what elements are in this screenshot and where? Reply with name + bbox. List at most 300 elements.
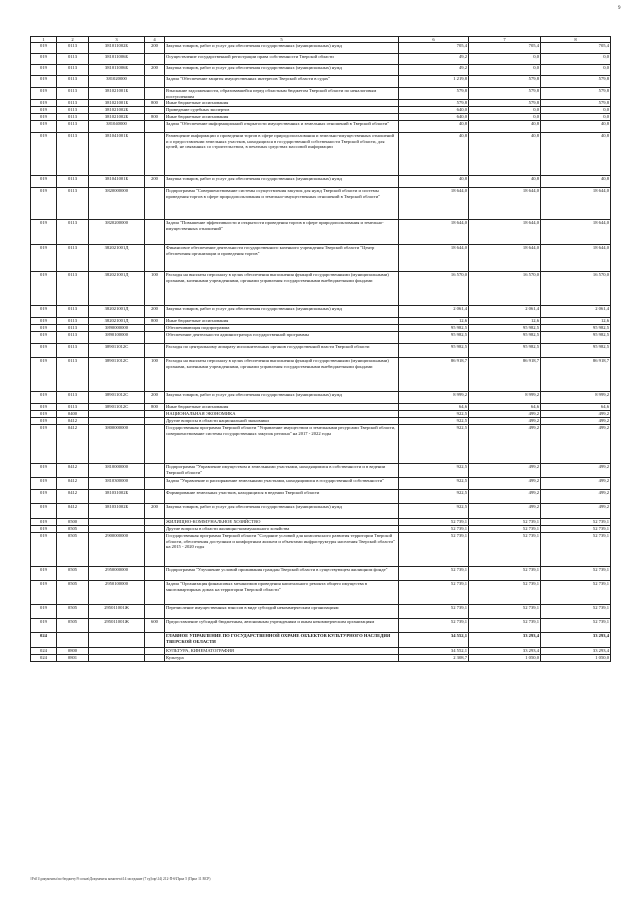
amount-cell: 52 739,1 bbox=[541, 533, 611, 567]
amount-cell: 33 293,4 bbox=[469, 648, 541, 655]
amount-cell: 34 552,1 bbox=[399, 648, 469, 655]
ministry-code-cell: 019 bbox=[31, 107, 57, 114]
section-code-cell: 0113 bbox=[57, 76, 89, 88]
expense-type-cell: 200 bbox=[145, 504, 165, 519]
expense-type-cell: 200 bbox=[145, 65, 165, 76]
ministry-code-cell: 019 bbox=[31, 133, 57, 176]
amount-cell: 86 918,7 bbox=[469, 358, 541, 392]
amount-cell: 40,8 bbox=[469, 176, 541, 188]
amount-cell: 49,2 bbox=[399, 54, 469, 65]
amount-cell: 33 293,4 bbox=[541, 648, 611, 655]
target-article-cell: 295011001Ж bbox=[89, 619, 145, 633]
col-header: 3 bbox=[89, 37, 145, 43]
ministry-code-cell: 019 bbox=[31, 220, 57, 245]
amount-cell: 922,5 bbox=[399, 411, 469, 418]
amount-cell: 52 739,1 bbox=[399, 581, 469, 605]
description-cell: Иные бюджетные ассигнования bbox=[165, 404, 399, 411]
target-article-cell: 389011012С bbox=[89, 358, 145, 392]
ministry-code-cell: 019 bbox=[31, 519, 57, 526]
amount-cell: 499,2 bbox=[469, 504, 541, 519]
amount-cell: 0,0 bbox=[469, 65, 541, 76]
table-row bbox=[31, 633, 611, 648]
section-code-cell: 0412 bbox=[57, 425, 89, 464]
description-cell: Иные бюджетные ассигнования bbox=[165, 114, 399, 121]
ministry-code-cell: 024 bbox=[31, 655, 57, 662]
section-code-cell: 0113 bbox=[57, 114, 89, 121]
amount-cell: 52 739,1 bbox=[399, 519, 469, 526]
expense-type-cell: 800 bbox=[145, 318, 165, 325]
expense-type-cell: 200 bbox=[145, 176, 165, 188]
amount-cell: 499,2 bbox=[469, 411, 541, 418]
col-header: 6 bbox=[399, 37, 469, 43]
description-cell: Государственная программа Тверской области "Создание условий для комплексного развития территории Тверской области, обеспечения доступным и комфортным жильем и объектами инфраструктуры населения Тверской области" на 2015 - 2020 годы bbox=[165, 533, 399, 567]
target-article-cell: 389011012С bbox=[89, 344, 145, 358]
amount-cell: 8 999,2 bbox=[399, 392, 469, 404]
description-cell: Задача "Обеспечение защиты имущественных интересов Тверской области в судах" bbox=[165, 76, 399, 88]
amount-cell: 705,4 bbox=[541, 43, 611, 54]
table-row bbox=[31, 404, 611, 411]
ministry-code-cell: 019 bbox=[31, 404, 57, 411]
amount-cell: 1 050,0 bbox=[541, 655, 611, 662]
section-code-cell: 0113 bbox=[57, 306, 89, 318]
amount-cell: 499,2 bbox=[469, 425, 541, 464]
expense-type-cell bbox=[145, 344, 165, 358]
target-article-cell: 381011006Б bbox=[89, 65, 145, 76]
amount-cell: 922,5 bbox=[399, 490, 469, 504]
section-code-cell: 0505 bbox=[57, 619, 89, 633]
amount-cell: 579,8 bbox=[541, 100, 611, 107]
description-cell: Закупка товаров, работ и услуг для обеспечения государственных (муниципальных) нужд bbox=[165, 504, 399, 519]
amount-cell: 52 739,1 bbox=[541, 605, 611, 619]
amount-cell: 18 644,0 bbox=[469, 245, 541, 272]
ministry-code-cell: 019 bbox=[31, 344, 57, 358]
amount-cell: 499,2 bbox=[541, 411, 611, 418]
amount-cell: 95 982,5 bbox=[469, 332, 541, 344]
description-cell: Государственная программа Тверской области "Управление имуществом и земельными ресурсами Тверской области, совершенствование системы государственных закупок региона" на 2017 - 2022 годы bbox=[165, 425, 399, 464]
target-article-cell: 382021001Д bbox=[89, 245, 145, 272]
description-cell: Подпрограмма "Управление имуществом и земельными участками, находящимися в собственности и в ведении Тверской области" bbox=[165, 464, 399, 478]
amount-cell: 499,2 bbox=[469, 464, 541, 478]
table-row bbox=[31, 411, 611, 418]
ministry-code-cell: 019 bbox=[31, 411, 57, 418]
amount-cell: 40,8 bbox=[399, 133, 469, 176]
target-article-cell: 382021001Д bbox=[89, 306, 145, 318]
amount-cell: 34 552,1 bbox=[399, 633, 469, 648]
target-article-cell: 3890100000 bbox=[89, 332, 145, 344]
section-code-cell: 0505 bbox=[57, 581, 89, 605]
amount-cell: 2 061,4 bbox=[541, 306, 611, 318]
table-row bbox=[31, 318, 611, 325]
expense-type-cell bbox=[145, 418, 165, 425]
amount-cell: 18 644,0 bbox=[399, 245, 469, 272]
amount-cell: 12,6 bbox=[399, 318, 469, 325]
ministry-code-cell: 019 bbox=[31, 306, 57, 318]
description-cell: Задача "Обеспечение информационной открытости имущественных и земельных отношений в Тверской области" bbox=[165, 121, 399, 133]
target-article-cell: 381011006Б bbox=[89, 54, 145, 65]
expense-type-cell bbox=[145, 478, 165, 490]
section-code-cell: 0113 bbox=[57, 332, 89, 344]
table-row bbox=[31, 325, 611, 332]
amount-cell: 40,8 bbox=[399, 121, 469, 133]
description-cell: НАЦИОНАЛЬНАЯ ЭКОНОМИКА bbox=[165, 411, 399, 418]
amount-cell: 16 570,0 bbox=[541, 272, 611, 306]
section-code-cell: 0412 bbox=[57, 464, 89, 478]
amount-cell: 2 061,4 bbox=[399, 306, 469, 318]
target-article-cell: 2950100000 bbox=[89, 581, 145, 605]
description-cell: Закупка товаров, работ и услуг для обеспечения государственных (муниципальных) нужд bbox=[165, 176, 399, 188]
target-article-cell bbox=[89, 648, 145, 655]
amount-cell: 40,8 bbox=[541, 133, 611, 176]
expense-type-cell: 200 bbox=[145, 306, 165, 318]
description-cell: Закупка товаров, работ и услуг для обеспечения государственных (муниципальных) нужд bbox=[165, 306, 399, 318]
section-code-cell: 0113 bbox=[57, 188, 89, 220]
section-code-cell: 0113 bbox=[57, 43, 89, 54]
target-article-cell: 382021001Д bbox=[89, 272, 145, 306]
ministry-code-cell: 019 bbox=[31, 358, 57, 392]
amount-cell: 52 739,1 bbox=[469, 519, 541, 526]
table-row bbox=[31, 272, 611, 306]
amount-cell: 49,2 bbox=[399, 65, 469, 76]
description-cell: Расходы на выплаты персоналу в целях обеспечения выполнения функций государственными (муниципальными) органами, казенными учреждениями, органами управления государственными внебюджетными фондами bbox=[165, 358, 399, 392]
table-row bbox=[31, 533, 611, 567]
ministry-code-cell: 019 bbox=[31, 504, 57, 519]
ministry-code-cell: 019 bbox=[31, 100, 57, 107]
description-cell: Задача "Повышение эффективности и открытости проведения торгов в сфере природопользования и земельно-имущественных отношений" bbox=[165, 220, 399, 245]
description-cell: Осуществление государственной регистрации права собственности Тверской области bbox=[165, 54, 399, 65]
ministry-code-cell: 019 bbox=[31, 54, 57, 65]
section-code-cell bbox=[57, 633, 89, 648]
expense-type-cell bbox=[145, 464, 165, 478]
expense-type-cell: 200 bbox=[145, 392, 165, 404]
amount-cell: 18 644,0 bbox=[541, 245, 611, 272]
table-row bbox=[31, 88, 611, 100]
ministry-code-cell: 019 bbox=[31, 464, 57, 478]
table-row bbox=[31, 490, 611, 504]
target-article-cell: 381021001Б bbox=[89, 100, 145, 107]
amount-cell: 33 293,4 bbox=[469, 633, 541, 648]
ministry-code-cell: 019 bbox=[31, 245, 57, 272]
amount-cell: 18 644,0 bbox=[469, 188, 541, 220]
table-row bbox=[31, 648, 611, 655]
description-cell: Иные бюджетные ассигнования bbox=[165, 318, 399, 325]
description-cell: Финансовое обеспечение деятельности государственного казенного учреждения Тверской области "Центр обеспечения организации и проведения торгов" bbox=[165, 245, 399, 272]
expense-type-cell: 800 bbox=[145, 404, 165, 411]
expense-type-cell bbox=[145, 533, 165, 567]
amount-cell: 40,8 bbox=[399, 176, 469, 188]
amount-cell: 499,2 bbox=[469, 478, 541, 490]
description-cell: Подпрограмма "Улучшение условий проживания граждан Тверской области в существующем жилищном фонде" bbox=[165, 567, 399, 581]
table-row bbox=[31, 478, 611, 490]
amount-cell: 95 982,5 bbox=[541, 325, 611, 332]
amount-cell: 40,8 bbox=[469, 121, 541, 133]
amount-cell: 1 050,0 bbox=[469, 655, 541, 662]
amount-cell: 499,2 bbox=[541, 418, 611, 425]
description-cell: Формирование земельных участков, находящихся в ведении Тверской области bbox=[165, 490, 399, 504]
ministry-code-cell: 019 bbox=[31, 272, 57, 306]
ministry-code-cell: 019 bbox=[31, 188, 57, 220]
expense-type-cell bbox=[145, 332, 165, 344]
amount-cell: 52 739,1 bbox=[399, 526, 469, 533]
section-code-cell: 0505 bbox=[57, 526, 89, 533]
target-article-cell bbox=[89, 418, 145, 425]
table-row bbox=[31, 619, 611, 633]
amount-cell: 1 219,8 bbox=[399, 76, 469, 88]
amount-cell: 8 999,2 bbox=[541, 392, 611, 404]
table-row bbox=[31, 107, 611, 114]
description-cell: Другие вопросы в области жилищно-коммунального хозяйства bbox=[165, 526, 399, 533]
ministry-code-cell: 024 bbox=[31, 648, 57, 655]
col-header: 8 bbox=[541, 37, 611, 43]
amount-cell: 52 739,1 bbox=[541, 519, 611, 526]
table-row bbox=[31, 332, 611, 344]
amount-cell: 2 061,4 bbox=[469, 306, 541, 318]
amount-cell: 18 644,0 bbox=[541, 188, 611, 220]
section-code-cell: 0113 bbox=[57, 344, 89, 358]
amount-cell: 579,8 bbox=[469, 76, 541, 88]
amount-cell: 922,5 bbox=[399, 418, 469, 425]
expense-type-cell bbox=[145, 633, 165, 648]
ministry-code-cell: 019 bbox=[31, 567, 57, 581]
amount-cell: 52 739,1 bbox=[469, 567, 541, 581]
table-row bbox=[31, 54, 611, 65]
amount-cell: 705,4 bbox=[469, 43, 541, 54]
target-article-cell: 381011002Б bbox=[89, 43, 145, 54]
expense-type-cell bbox=[145, 526, 165, 533]
amount-cell: 0,0 bbox=[541, 114, 611, 121]
table-row bbox=[31, 344, 611, 358]
expense-type-cell bbox=[145, 648, 165, 655]
description-cell: Обеспечивающая подпрограмма bbox=[165, 325, 399, 332]
target-article-cell: 295011001Ж bbox=[89, 605, 145, 619]
section-code-cell: 0500 bbox=[57, 519, 89, 526]
table-row bbox=[31, 567, 611, 581]
expense-type-cell bbox=[145, 425, 165, 464]
amount-cell: 95 982,5 bbox=[469, 344, 541, 358]
section-code-cell: 0113 bbox=[57, 318, 89, 325]
table-row bbox=[31, 121, 611, 133]
table-row bbox=[31, 65, 611, 76]
target-article-cell: 381031002Б bbox=[89, 504, 145, 519]
table-row bbox=[31, 581, 611, 605]
expense-type-cell bbox=[145, 220, 165, 245]
amount-cell: 52 739,1 bbox=[399, 567, 469, 581]
target-article-cell: 2900000000 bbox=[89, 533, 145, 567]
amount-cell: 64,6 bbox=[541, 404, 611, 411]
description-cell: Подпрограмма "Совершенствование системы осуществления закупок для нужд Тверской области и системы проведения торгов в сфере природопользования и земельно-имущественных отношений в Тверской области" bbox=[165, 188, 399, 220]
section-code-cell: 0505 bbox=[57, 533, 89, 567]
amount-cell: 8 999,2 bbox=[469, 392, 541, 404]
amount-cell: 52 739,1 bbox=[469, 526, 541, 533]
section-code-cell: 0800 bbox=[57, 648, 89, 655]
ministry-code-cell: 019 bbox=[31, 176, 57, 188]
target-article-cell: 389011012С bbox=[89, 392, 145, 404]
target-article-cell: 381040000 bbox=[89, 121, 145, 133]
ministry-code-cell: 019 bbox=[31, 619, 57, 633]
description-cell: Другие вопросы в области национальной экономики bbox=[165, 418, 399, 425]
section-code-cell: 0412 bbox=[57, 504, 89, 519]
expense-type-cell: 100 bbox=[145, 358, 165, 392]
col-header: 7 bbox=[469, 37, 541, 43]
ministry-code-cell: 019 bbox=[31, 605, 57, 619]
amount-cell: 579,8 bbox=[541, 88, 611, 100]
page-number: 9 bbox=[618, 6, 621, 11]
section-code-cell: 0113 bbox=[57, 100, 89, 107]
amount-cell: 0,0 bbox=[469, 54, 541, 65]
amount-cell: 18 644,0 bbox=[399, 220, 469, 245]
target-article-cell: 381041001Б bbox=[89, 176, 145, 188]
ministry-code-cell: 019 bbox=[31, 88, 57, 100]
budget-table bbox=[30, 36, 611, 662]
amount-cell: 95 982,5 bbox=[399, 344, 469, 358]
section-code-cell: 0801 bbox=[57, 655, 89, 662]
section-code-cell: 0412 bbox=[57, 418, 89, 425]
amount-cell: 0,0 bbox=[541, 54, 611, 65]
target-article-cell: 3810300000 bbox=[89, 478, 145, 490]
amount-cell: 52 739,1 bbox=[399, 619, 469, 633]
section-code-cell: 0113 bbox=[57, 133, 89, 176]
amount-cell: 40,8 bbox=[541, 121, 611, 133]
section-code-cell: 0505 bbox=[57, 567, 89, 581]
table-row bbox=[31, 76, 611, 88]
table-row bbox=[31, 133, 611, 176]
amount-cell: 33 293,4 bbox=[541, 633, 611, 648]
expense-type-cell: 600 bbox=[145, 619, 165, 633]
description-cell: Предоставление субсидий бюджетным, автономным учреждениям и иным некоммерческим организациям bbox=[165, 619, 399, 633]
amount-cell: 640,0 bbox=[399, 107, 469, 114]
section-code-cell: 0113 bbox=[57, 245, 89, 272]
table-row bbox=[31, 425, 611, 464]
section-code-cell: 0113 bbox=[57, 121, 89, 133]
amount-cell: 922,5 bbox=[399, 478, 469, 490]
table-row bbox=[31, 114, 611, 121]
section-code-cell: 0113 bbox=[57, 54, 89, 65]
amount-cell: 64,6 bbox=[399, 404, 469, 411]
description-cell: Иные бюджетные ассигнования bbox=[165, 100, 399, 107]
expense-type-cell bbox=[145, 655, 165, 662]
amount-cell: 52 739,1 bbox=[469, 605, 541, 619]
ministry-code-cell: 019 bbox=[31, 526, 57, 533]
target-article-cell: 3800000000 bbox=[89, 425, 145, 464]
description-cell: КУЛЬТУРА, КИНЕМАТОГРАФИЯ bbox=[165, 648, 399, 655]
ministry-code-cell: 019 bbox=[31, 478, 57, 490]
table-row bbox=[31, 176, 611, 188]
amount-cell: 579,8 bbox=[399, 100, 469, 107]
description-cell: ЖИЛИЩНО-КОММУНАЛЬНОЕ ХОЗЯЙСТВО bbox=[165, 519, 399, 526]
amount-cell: 18 644,0 bbox=[399, 188, 469, 220]
target-article-cell: 381020000 bbox=[89, 76, 145, 88]
amount-cell: 95 982,5 bbox=[469, 325, 541, 332]
description-cell: Расходы на выплаты персоналу в целях обеспечения выполнения функций государственными (муниципальными) органами, казенными учреждениями, органами управления государственными внебюджетными фондами bbox=[165, 272, 399, 306]
description-cell: Обеспечение деятельности администратора государственной программы bbox=[165, 332, 399, 344]
footer-path: \\Fs01\документы\по бюджету\9 созыв\Документы комитета\14 заседание (7 гр)\пр\14) 212-П-6\Прил 5 (Прил 11 ВСР) bbox=[30, 877, 211, 881]
ministry-code-cell: 019 bbox=[31, 121, 57, 133]
ministry-code-cell: 019 bbox=[31, 65, 57, 76]
ministry-code-cell: 019 bbox=[31, 114, 57, 121]
amount-cell: 95 982,5 bbox=[399, 325, 469, 332]
amount-cell: 579,8 bbox=[469, 100, 541, 107]
amount-cell: 579,8 bbox=[541, 76, 611, 88]
ministry-code-cell: 019 bbox=[31, 425, 57, 464]
description-cell: Культура bbox=[165, 655, 399, 662]
table-row bbox=[31, 605, 611, 619]
table-row bbox=[31, 392, 611, 404]
expense-type-cell bbox=[145, 54, 165, 65]
ministry-code-cell: 019 bbox=[31, 43, 57, 54]
amount-cell: 52 739,1 bbox=[541, 567, 611, 581]
target-article-cell bbox=[89, 633, 145, 648]
amount-cell: 95 982,5 bbox=[399, 332, 469, 344]
table-row bbox=[31, 220, 611, 245]
amount-cell: 52 739,1 bbox=[469, 533, 541, 567]
table-row bbox=[31, 188, 611, 220]
ministry-code-cell: 019 bbox=[31, 533, 57, 567]
description-cell: ГЛАВНОЕ УПРАВЛЕНИЕ ПО ГОСУДАРСТВЕННОЙ ОХРАНЕ ОБЪЕКТОВ КУЛЬТУРНОГО НАСЛЕДИЯ ТВЕРСКОЙ ОБЛАСТИ bbox=[165, 633, 399, 648]
section-code-cell: 0113 bbox=[57, 65, 89, 76]
amount-cell: 52 739,1 bbox=[469, 581, 541, 605]
description-cell: Закупка товаров, работ и услуг для обеспечения государственных (муниципальных) нужд bbox=[165, 43, 399, 54]
amount-cell: 16 570,0 bbox=[399, 272, 469, 306]
amount-cell: 52 739,1 bbox=[541, 526, 611, 533]
target-article-cell: 3820200000 bbox=[89, 220, 145, 245]
ministry-code-cell: 019 bbox=[31, 318, 57, 325]
col-header: 2 bbox=[57, 37, 89, 43]
target-article-cell: 381041001Б bbox=[89, 133, 145, 176]
target-article-cell: 3890000000 bbox=[89, 325, 145, 332]
expense-type-cell bbox=[145, 188, 165, 220]
expense-type-cell bbox=[145, 567, 165, 581]
target-article-cell: 382021001Д bbox=[89, 318, 145, 325]
amount-cell: 0,0 bbox=[469, 114, 541, 121]
amount-cell: 705,4 bbox=[399, 43, 469, 54]
table-row bbox=[31, 526, 611, 533]
description-cell: Задача "Организация финансовых механизмов проведения капитального ремонта общего имущества в многоквартирных домах на территории Тверской области" bbox=[165, 581, 399, 605]
expense-type-cell bbox=[145, 107, 165, 114]
amount-cell: 499,2 bbox=[541, 425, 611, 464]
expense-type-cell bbox=[145, 325, 165, 332]
description-cell: Размещение информации о проведении торгов в сфере природопользования и земельно-имущественных отношений и о предоставлении земельных участков, находящихся в государственной собственности Тверской области, для целей, не связанных со строительством, в печатных средствах массовой информации bbox=[165, 133, 399, 176]
table-row bbox=[31, 100, 611, 107]
expense-type-cell bbox=[145, 411, 165, 418]
expense-type-cell bbox=[145, 519, 165, 526]
amount-cell: 640,0 bbox=[399, 114, 469, 121]
expense-type-cell: 800 bbox=[145, 114, 165, 121]
amount-cell: 922,5 bbox=[399, 425, 469, 464]
amount-cell: 52 739,1 bbox=[469, 619, 541, 633]
section-code-cell: 0113 bbox=[57, 272, 89, 306]
description-cell: Задача "Управление и распоряжение земельными участками, находящимися в государственной собственности" bbox=[165, 478, 399, 490]
amount-cell: 18 644,0 bbox=[469, 220, 541, 245]
amount-cell: 499,2 bbox=[541, 464, 611, 478]
ministry-code-cell: 019 bbox=[31, 325, 57, 332]
table-row bbox=[31, 504, 611, 519]
amount-cell: 922,5 bbox=[399, 464, 469, 478]
table-row bbox=[31, 306, 611, 318]
target-article-cell: 381021002Б bbox=[89, 107, 145, 114]
section-code-cell: 0113 bbox=[57, 107, 89, 114]
table-row bbox=[31, 655, 611, 662]
target-article-cell: 3810000000 bbox=[89, 464, 145, 478]
section-code-cell: 0113 bbox=[57, 88, 89, 100]
expense-type-cell bbox=[145, 76, 165, 88]
ministry-code-cell: 019 bbox=[31, 418, 57, 425]
table-body bbox=[31, 43, 611, 662]
amount-cell: 95 982,5 bbox=[541, 332, 611, 344]
expense-type-cell bbox=[145, 605, 165, 619]
amount-cell: 499,2 bbox=[541, 504, 611, 519]
col-header: 5 bbox=[165, 37, 399, 43]
amount-cell: 64,6 bbox=[469, 404, 541, 411]
description-cell: Закупка товаров, работ и услуг для обеспечения государственных (муниципальных) нужд bbox=[165, 65, 399, 76]
